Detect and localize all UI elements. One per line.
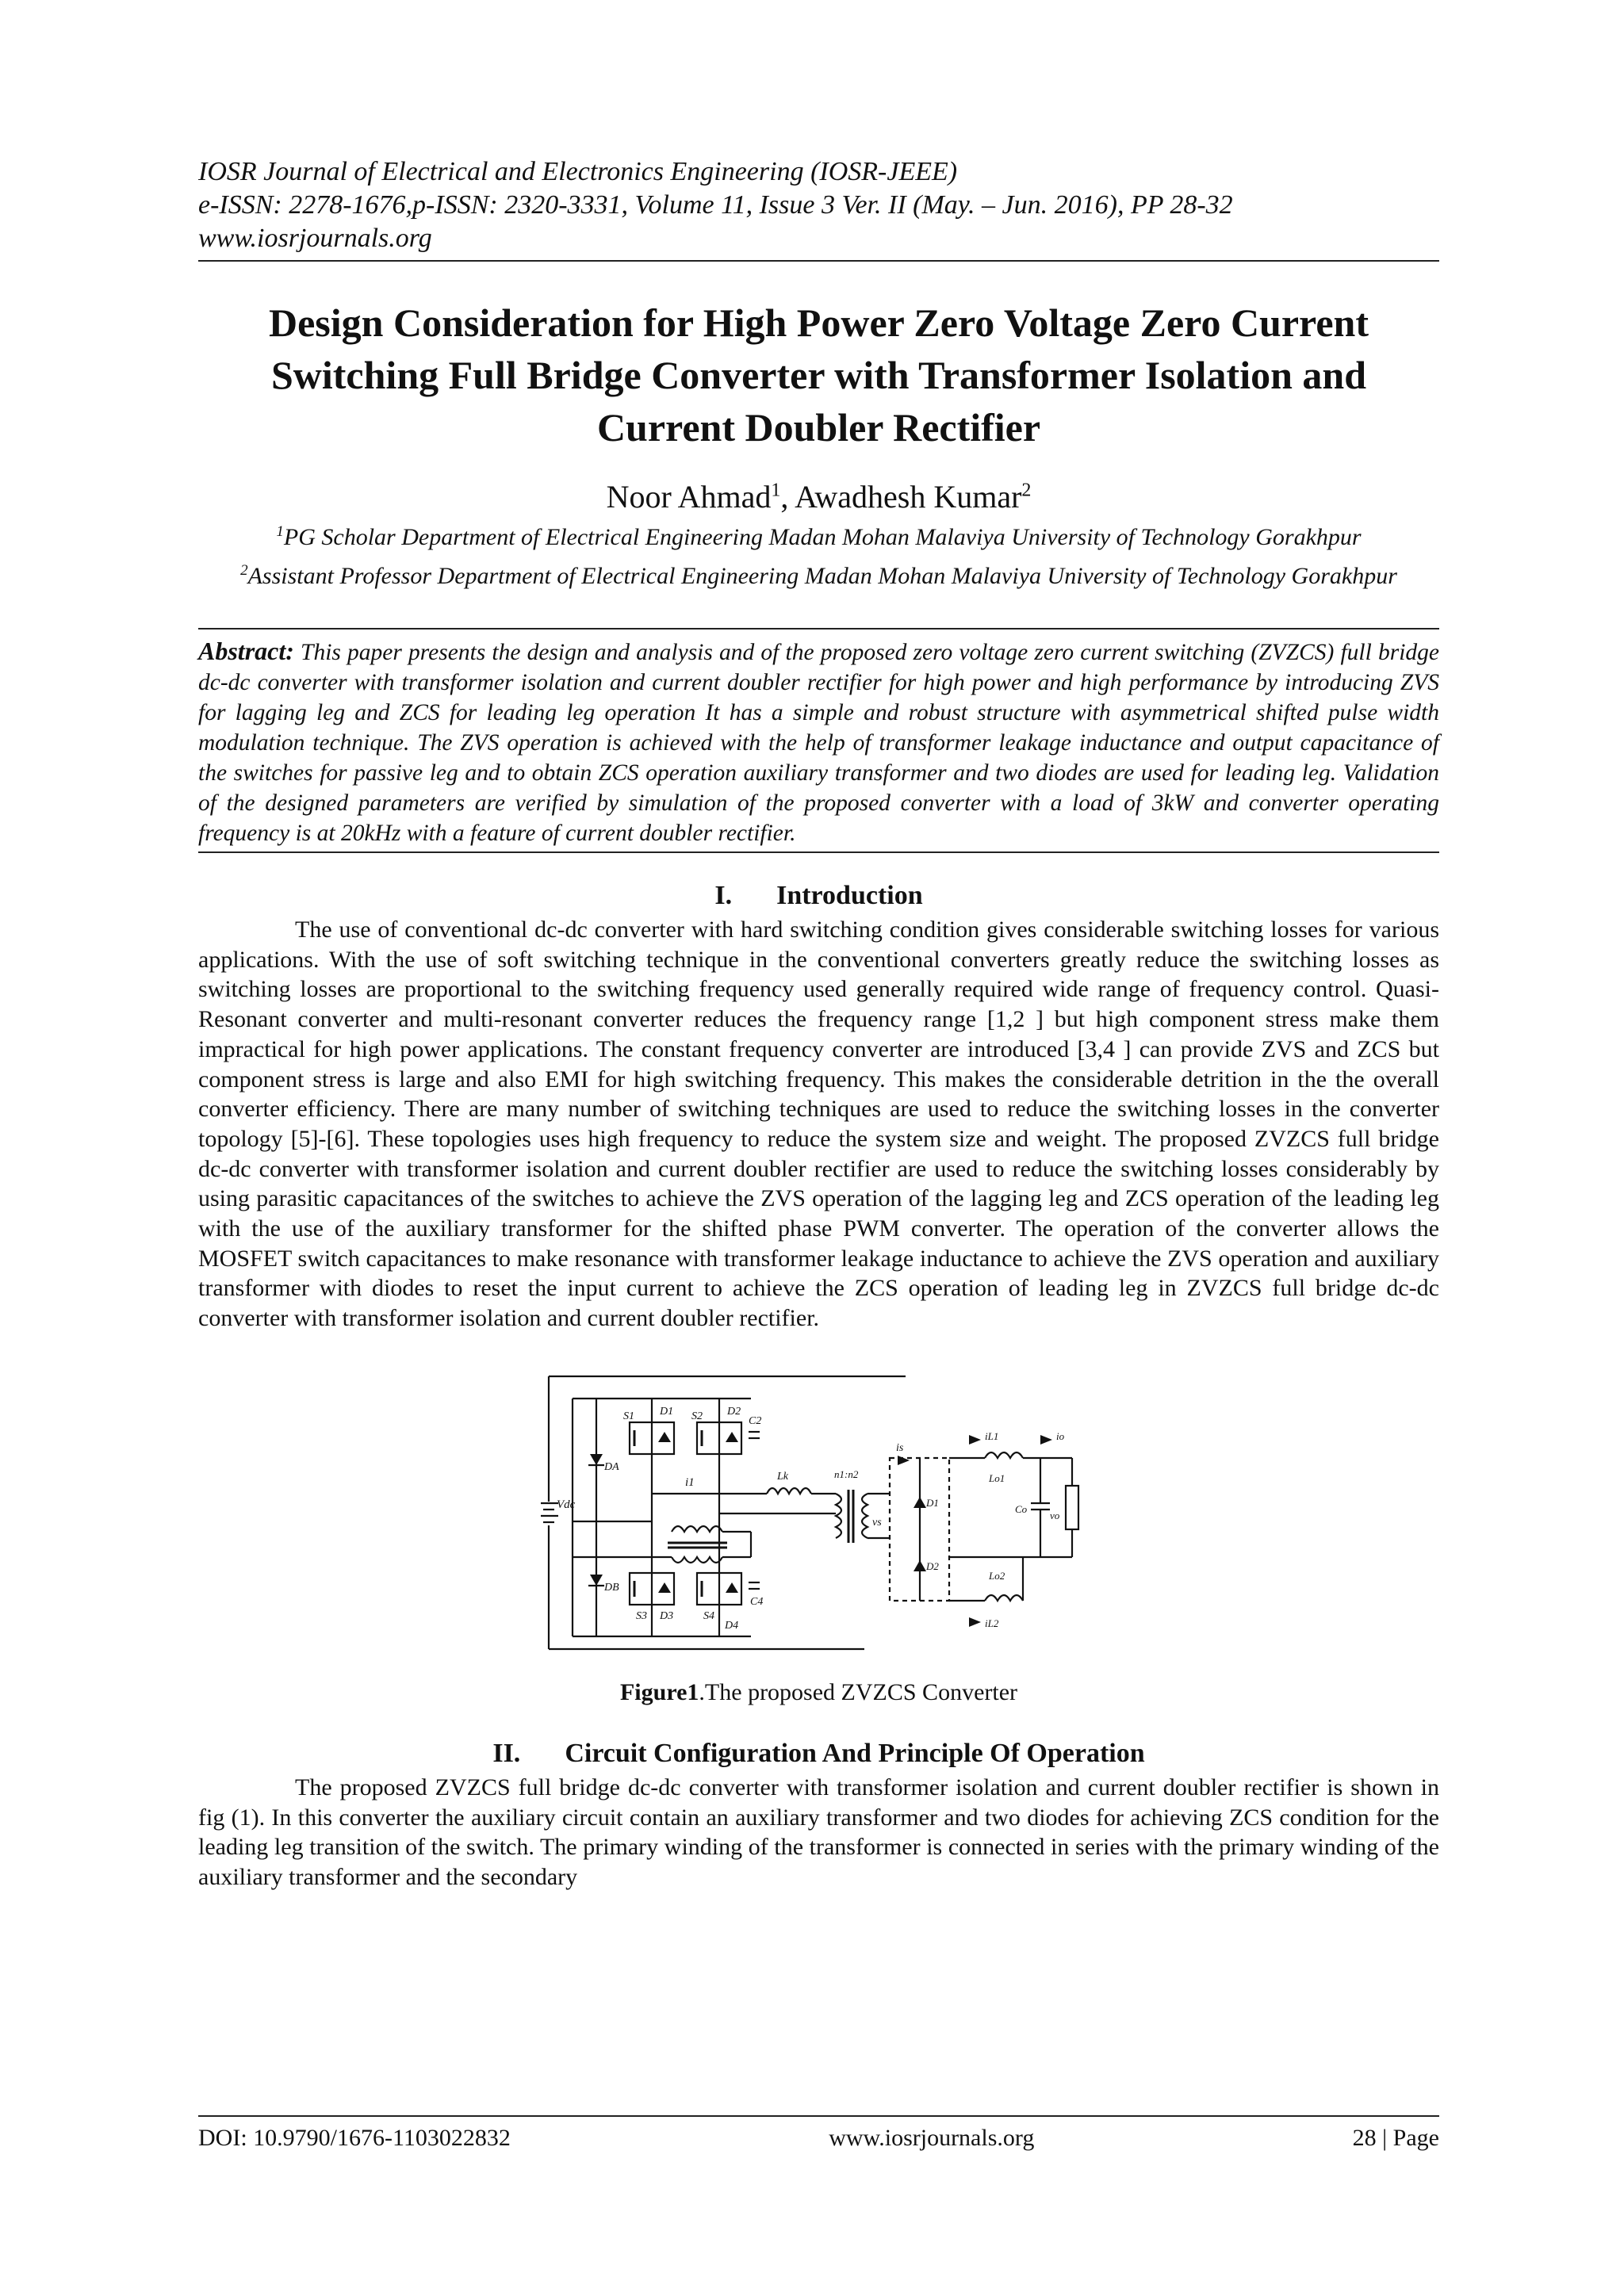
d4-label: D4 bbox=[725, 1619, 739, 1632]
affiliations bbox=[198, 517, 1439, 591]
section-number: II. bbox=[492, 1738, 521, 1768]
circuit-configuration-paragraph: The proposed ZVZCS full bridge dc-dc converter with transformer isolation and current doubler rectifier is shown in fig (1). In this converter the auxiliary circuit contain an auxiliary transformer and two diodes for achieving ZCS condition for the leading leg transition of the switch. The primary winding of the transformer is connected in series with the primary winding of the auxiliary transformer and the secondary bbox=[198, 1774, 1439, 1890]
s1-label: S1 bbox=[623, 1410, 634, 1422]
co-label: Co bbox=[1015, 1502, 1028, 1515]
author-separator: , bbox=[780, 479, 795, 515]
paper-title: Design Consideration for High Power Zero Voltage Zero Current Switching Full Bridge Converter with Transformer Isolation and Current Doubler Rectifier bbox=[269, 300, 1369, 450]
section-title: Introduction bbox=[776, 881, 923, 910]
author-affiliation-mark: 2 bbox=[1021, 480, 1032, 501]
figure-caption-label: Figure1 bbox=[619, 1678, 699, 1705]
author-affiliation-mark: 1 bbox=[771, 480, 781, 501]
paper-page bbox=[198, 155, 1439, 1892]
d2-rectifier-label: D2 bbox=[926, 1559, 939, 1572]
turns-ratio-label: n1:n2 bbox=[834, 1468, 859, 1480]
db-label: DB bbox=[604, 1581, 619, 1594]
page-footer bbox=[198, 2115, 1439, 2152]
journal-header bbox=[198, 155, 1439, 262]
author-name: Noor Ahmad bbox=[606, 479, 772, 515]
affiliation-mark: 2 bbox=[240, 562, 248, 579]
abstract-label: Abstract: bbox=[198, 637, 294, 665]
vdc-label: Vdc bbox=[557, 1498, 576, 1511]
s3-label: S3 bbox=[636, 1609, 647, 1622]
lo1-label: Lo1 bbox=[989, 1471, 1005, 1484]
abstract bbox=[198, 629, 1439, 848]
i1-label: i1 bbox=[685, 1475, 695, 1489]
vs-label: vs bbox=[872, 1516, 882, 1529]
figure-caption bbox=[198, 1679, 1439, 1706]
d1-rectifier-label: D1 bbox=[926, 1496, 939, 1509]
introduction-paragraph: The use of conventional dc-dc converter with hard switching condition gives considerable switching losses for various applications. With the use of soft switching technique in the conventional converters greatly reduce the switching losses as switching losses are proportional to the switching frequency used generally required wide range of frequency control. Quasi-Resonant converter and multi-resonant converter reduces the frequency range [1,2 ] but high component stress make them impractical for high power applications. The constant frequency converter are introduced [3,4 ] can provide ZVS and ZCS but component stress is large and also EMI for high switching frequency. This makes the considerable detrition in the the overall converter efficiency. There are many number of switching techniques are used to reduce the switching losses in the converter topology [5]-[6]. These topologies uses high frequency to reduce the system size and weight. The proposed ZVZCS full bridge dc-dc converter with transformer isolation and current doubler rectifier are used to reduce the switching losses considerably by using parasitic capacitances of the switches to achieve the ZVS operation of the lagging leg and ZCS operation of the leading leg with the use of the auxiliary transformer for the shifted phase PWM converter. The operation of the converter allows the MOSFET switch capacitances to make resonance with transformer leakage inductance to achieve the ZVS operation and auxiliary transformer with diodes to reset the input current to achieve the ZCS operation of leading leg in ZVZCS full bridge dc-dc converter with transformer isolation and current doubler rectifier. bbox=[198, 916, 1439, 1332]
s2-label: S2 bbox=[691, 1410, 703, 1422]
abstract-text: This paper presents the design and analysis and of the proposed zero voltage zero current switching (ZVZCS) full bridge dc-dc converter with transformer isolation and current doubler rectifier for high power and high performance by introducing ZVS for lagging leg and ZCS for leading leg operation It has a simple and robust structure with asymmetrical shifted pulse width modulation technique. The ZVS operation is achieved with the help of transformer leakage inductance and output capacitance of the switches for passive leg and to obtain ZCS operation auxiliary transformer and two diodes are used for leading leg. Validation of the designed parameters are verified by simulation of the proposed converter with a load of 3kW and converter operating frequency is at 20kHz with a feature of current doubler rectifier. bbox=[198, 640, 1439, 846]
affiliation-mark: 1 bbox=[276, 523, 284, 540]
d1-label: D1 bbox=[660, 1405, 674, 1418]
lo2-label: Lo2 bbox=[989, 1569, 1005, 1582]
d2-label: D2 bbox=[727, 1405, 741, 1418]
zvzcs-converter-schematic bbox=[541, 1367, 1096, 1668]
is-label: is bbox=[896, 1441, 904, 1454]
footer-page-number: 28 | Page bbox=[1352, 2125, 1439, 2151]
journal-website[interactable]: www.iosrjournals.org bbox=[198, 224, 432, 253]
section-heading-introduction bbox=[198, 880, 1439, 912]
footer-doi[interactable]: DOI: 10.9790/1676-1103022832 bbox=[198, 2125, 511, 2151]
circuit-figure bbox=[198, 1367, 1439, 1668]
author-name: Awadhesh Kumar bbox=[795, 479, 1022, 515]
figure-caption-text: .The proposed ZVZCS Converter bbox=[699, 1678, 1018, 1705]
s4-label: S4 bbox=[703, 1609, 714, 1622]
affiliation bbox=[198, 517, 1439, 553]
il2-label: iL2 bbox=[985, 1617, 999, 1629]
affiliation-text: Assistant Professor Department of Electrical Engineering Madan Mohan Malaviya University of Technology Gorakhpur bbox=[247, 563, 1397, 589]
affiliation-text: PG Scholar Department of Electrical Engineering Madan Mohan Malaviya University of Technology Gorakhpur bbox=[283, 524, 1362, 550]
io-label: io bbox=[1056, 1429, 1065, 1442]
journal-issn: e-ISSN: 2278-1676,p-ISSN: 2320-3331, Volume 11, Issue 3 Ver. II (May. – Jun. 2016), PP 28-32 bbox=[198, 190, 1233, 220]
abstract-bottom-rule bbox=[198, 851, 1439, 853]
lk-label: Lk bbox=[777, 1470, 788, 1483]
section-heading-circuit-configuration bbox=[198, 1738, 1439, 1770]
da-label: DA bbox=[604, 1460, 619, 1473]
header-rule bbox=[198, 260, 1439, 262]
affiliation bbox=[198, 556, 1439, 591]
c4-label: C4 bbox=[750, 1595, 764, 1608]
journal-name: IOSR Journal of Electrical and Electronics Engineering (IOSR-JEEE) bbox=[198, 157, 958, 186]
author-list bbox=[198, 477, 1439, 517]
c2-label: C2 bbox=[749, 1414, 762, 1427]
d3-label: D3 bbox=[660, 1609, 674, 1622]
vo-label: vo bbox=[1050, 1509, 1060, 1521]
il1-label: iL1 bbox=[985, 1429, 999, 1442]
section-number: I. bbox=[714, 881, 733, 910]
section-title: Circuit Configuration And Principle Of Operation bbox=[565, 1738, 1145, 1768]
footer-website[interactable]: www.iosrjournals.org bbox=[829, 2125, 1035, 2151]
